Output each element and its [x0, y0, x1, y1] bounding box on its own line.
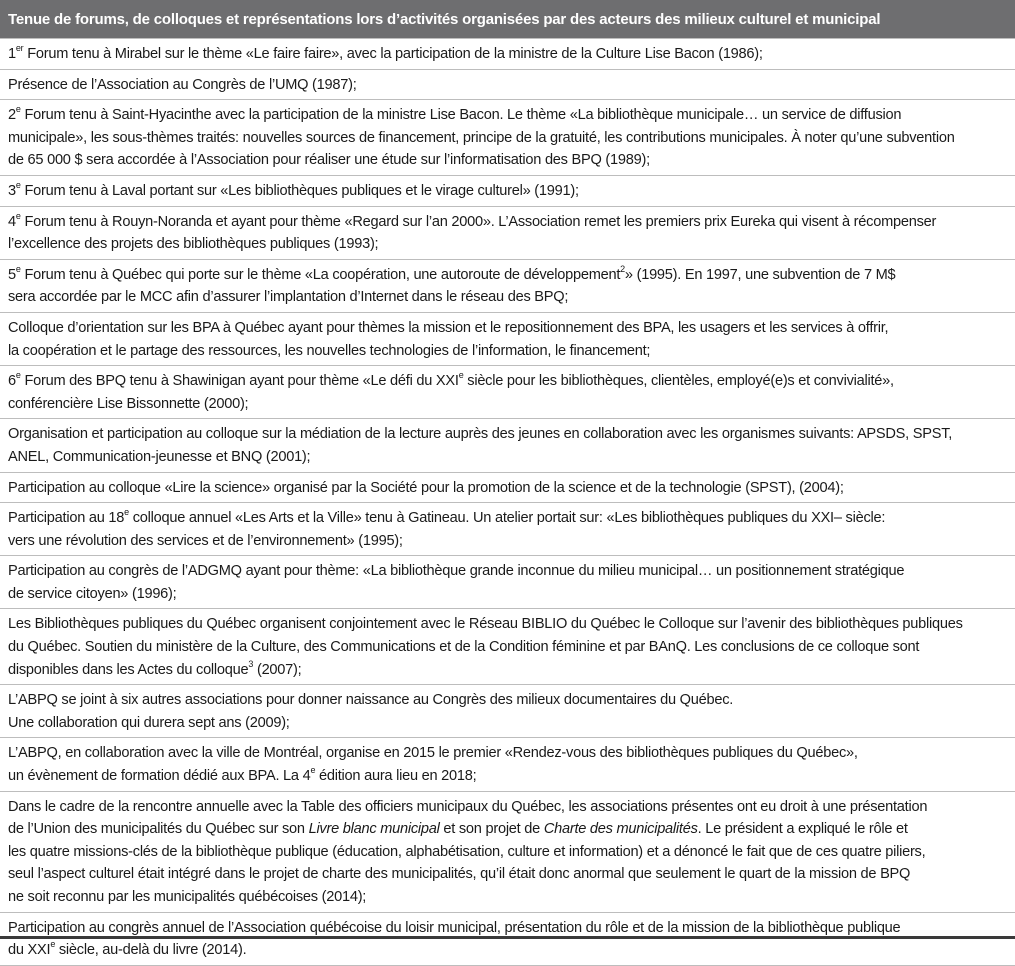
text-run: . Le président a expliqué le rôle et: [697, 821, 908, 838]
list-item: [0, 176, 1015, 207]
list-item-line: [8, 180, 1005, 203]
text-run: sera accordée par le MCC afin d’assurer l’implantation d’Internet dans le réseau des BPQ;: [8, 289, 569, 306]
text-run: la coopération et le partage des ressources, les nouvelles technologies de l’information, le financement;: [8, 342, 651, 359]
text-run: Participation au congrès de l’ADGMQ ayant pour thème: «La bibliothèque grande inconnue du milieu municipal… un positionnement stratégique: [8, 563, 905, 580]
text-run: municipale», les sous-thèmes traités: nouvelles sources de financement, principe de la gratuité, les contributions municipales. À noter qu’une subvention: [8, 129, 955, 146]
list-item: [0, 913, 1015, 966]
list-item-line: [8, 43, 1005, 66]
text-run: 6: [8, 373, 16, 390]
list-item-line: [8, 446, 1005, 469]
text-run: Forum tenu à Saint-Hyacinthe avec la participation de la ministre Lise Bacon. Le thème «La bibliothèque municipale… un service de diffusion: [20, 107, 902, 124]
list-item: [0, 366, 1015, 419]
list-item: [0, 419, 1015, 472]
list-item: [0, 792, 1015, 913]
text-run: et son projet de: [439, 821, 544, 838]
text-run: disponibles dans les Actes du colloque: [8, 661, 249, 678]
list-item-line: [8, 583, 1005, 606]
list-item-line: [8, 317, 1005, 340]
text-run: 5: [8, 266, 16, 283]
list-item-line: [8, 659, 1005, 682]
list-item: [0, 556, 1015, 609]
text-run: 2: [8, 107, 16, 124]
text-run: Forum tenu à Rouyn-Noranda et ayant pour thème «Regard sur l’an 2000». L’Association remet les premiers prix Eureka qui visent à récompenser: [20, 213, 937, 230]
text-run: vers une révolution des services et de l’environnement» (1995);: [8, 532, 403, 549]
list-item-line: [8, 560, 1005, 583]
list-item: [0, 313, 1015, 366]
text-run: seul l’aspect culturel était intégré dans le projet de charte des municipalités, qu’il était donc anormal que seulement le quart de la mission de BPQ: [8, 866, 911, 883]
list-item-line: [8, 393, 1005, 416]
superscript: 2: [620, 263, 625, 274]
text-run: ANEL, Communication-jeunesse et BNQ (2001);: [8, 448, 311, 465]
superscript: e: [15, 104, 21, 115]
text-run: les quatre missions-clés de la bibliothèque publique (éducation, alphabétisation, culture et information) et a dénoncé le fait que de ces quatre piliers,: [8, 843, 926, 860]
superscript: 3: [248, 658, 254, 669]
italic-title: Livre blanc municipal: [308, 821, 440, 838]
text-run: de 65 000 $ sera accordée à l’Association pour réaliser une étude sur l’informatisation des BPQ (1989);: [8, 152, 650, 169]
table-title: Tenue de forums, de colloques et représentations lors d’activités organisées par des acteurs des milieux culturel et municipal: [8, 10, 881, 28]
list-item-line: [8, 211, 1005, 234]
text-run: Organisation et participation au colloque sur la médiation de la lecture auprès des jeunes en collaboration avec les organismes suivants: APSDS, SPST,: [8, 426, 953, 443]
superscript: e: [310, 765, 316, 776]
list-item-line: [8, 423, 1005, 446]
text-run: » (1995). En 1997, une subvention de 7 M$: [624, 266, 896, 283]
list-item-line: [8, 149, 1005, 172]
text-run: Participation au 18: [8, 510, 125, 527]
text-run: ne soit reconnu par les municipalités québécoises (2014);: [8, 889, 367, 905]
superscript: e: [15, 370, 21, 381]
list-item-line: [8, 233, 1005, 256]
superscript: er: [15, 43, 24, 54]
superscript: e: [458, 370, 464, 381]
text-run: (2007);: [253, 661, 302, 678]
list-item: [0, 100, 1015, 176]
text-run: Les Bibliothèques publiques du Québec organisent conjointement avec le Réseau BIBLIO du Québec le Colloque sur l’avenir des bibliothèques publiques: [8, 616, 963, 633]
text-run: 4: [8, 213, 16, 230]
list-item: [0, 503, 1015, 556]
list-item-line: [8, 712, 1005, 735]
list-item-line: [8, 841, 1005, 864]
list-item: [0, 609, 1015, 685]
superscript: e: [15, 210, 21, 221]
text-run: Forum tenu à Laval portant sur «Les bibliothèques publiques et le virage culturel» (1991);: [20, 182, 579, 199]
text-run: Colloque d’orientation sur les BPA à Québec ayant pour thèmes la mission et le repositionnement des BPA, les usagers et les services à offrir,: [8, 319, 889, 336]
text-run: du XXI: [8, 942, 51, 959]
list-item-line: [8, 530, 1005, 553]
text-run: Participation au congrès annuel de l’Association québécoise du loisir municipal, présentation du rôle et de la mission de la bibliothèque publique: [8, 919, 901, 936]
text-run: de l’Union des municipalités du Québec sur son: [8, 821, 309, 838]
superscript: e: [124, 507, 129, 518]
list-item-line: [8, 127, 1005, 150]
list-item: [0, 260, 1015, 313]
text-run: du Québec. Soutien du ministère de la Culture, des Communications et de la Condition féminine et par BAnQ. Les conclusions de ce colloque sont: [8, 639, 920, 656]
list-item-line: [8, 636, 1005, 659]
list-item-line: [8, 689, 1005, 712]
list-item: [0, 473, 1015, 504]
superscript: e: [50, 939, 56, 950]
text-run: Une collaboration qui durera sept ans (2009);: [8, 714, 290, 731]
table-body: [0, 38, 1015, 966]
list-item-line: [8, 507, 1005, 530]
text-run: Dans le cadre de la rencontre annuelle avec la Table des officiers municipaux du Québec, les associations présentes ont eu droit à une présentation: [8, 798, 928, 815]
text-run: un évènement de formation dédié aux BPA. La 4: [8, 768, 311, 785]
list-item-line: [8, 818, 1005, 841]
text-run: 1: [8, 46, 16, 62]
text-run: Participation au colloque «Lire la science» organisé par la Société pour la promotion de la science et de la technologie (SPST), (2004);: [8, 479, 844, 496]
text-run: siècle pour les bibliothèques, clientèles, employé(e)s et convivialité»,: [463, 373, 894, 390]
text-run: L’ABPQ se joint à six autres associations pour donner naissance au Congrès des milieux documentaires du Québec.: [8, 692, 734, 709]
text-run: l’excellence des projets des bibliothèques publiques (1993);: [8, 236, 379, 253]
list-item-line: [8, 286, 1005, 309]
superscript: e: [15, 180, 21, 191]
text-run: de service citoyen» (1996);: [8, 585, 177, 602]
list-item-line: [8, 477, 1005, 500]
list-item: [0, 207, 1015, 260]
italic-title: Charte des municipalités: [543, 821, 698, 838]
list-item-line: [8, 863, 1005, 886]
text-run: Forum tenu à Québec qui porte sur le thème «La coopération, une autoroute de développement: [20, 266, 621, 283]
text-run: L’ABPQ, en collaboration avec la ville de Montréal, organise en 2015 le premier «Rendez-vous des bibliothèques publiques du Québec»,: [8, 745, 858, 762]
list-item-line: [8, 340, 1005, 363]
list-item: [0, 738, 1015, 791]
text-run: colloque annuel «Les Arts et la Ville» tenu à Gatineau. Un atelier portait sur: «Les bibliothèques publiques du XXI– siècle:: [128, 510, 886, 527]
table-header: [0, 0, 1015, 38]
text-run: Présence de l’Association au Congrès de l’UMQ (1987);: [8, 76, 357, 93]
list-item-line: [8, 765, 1005, 788]
list-item: [0, 685, 1015, 738]
text-run: Forum des BPQ tenu à Shawinigan ayant pour thème «Le défi du XXI: [20, 373, 459, 390]
text-run: Forum tenu à Mirabel sur le thème «Le faire faire», avec la participation de la ministre de la Culture Lise Bacon (1986);: [23, 46, 763, 62]
list-item-line: [8, 742, 1005, 765]
text-run: siècle, au-delà du livre (2014).: [55, 942, 247, 959]
list-item: [0, 39, 1015, 70]
list-item-line: [8, 104, 1005, 127]
superscript: e: [15, 263, 21, 274]
list-item-line: [8, 796, 1005, 819]
text-run: conférencière Lise Bissonnette (2000);: [8, 395, 249, 412]
list-item: [0, 70, 1015, 101]
list-item-line: [8, 264, 1005, 287]
text-run: 3: [8, 182, 16, 199]
list-item-line: [8, 613, 1005, 636]
list-item-line: [8, 886, 1005, 909]
text-run: édition aura lieu en 2018;: [315, 768, 477, 785]
list-item-line: [8, 74, 1005, 97]
list-item-line: [8, 370, 1005, 393]
list-item-line: [8, 939, 1005, 962]
